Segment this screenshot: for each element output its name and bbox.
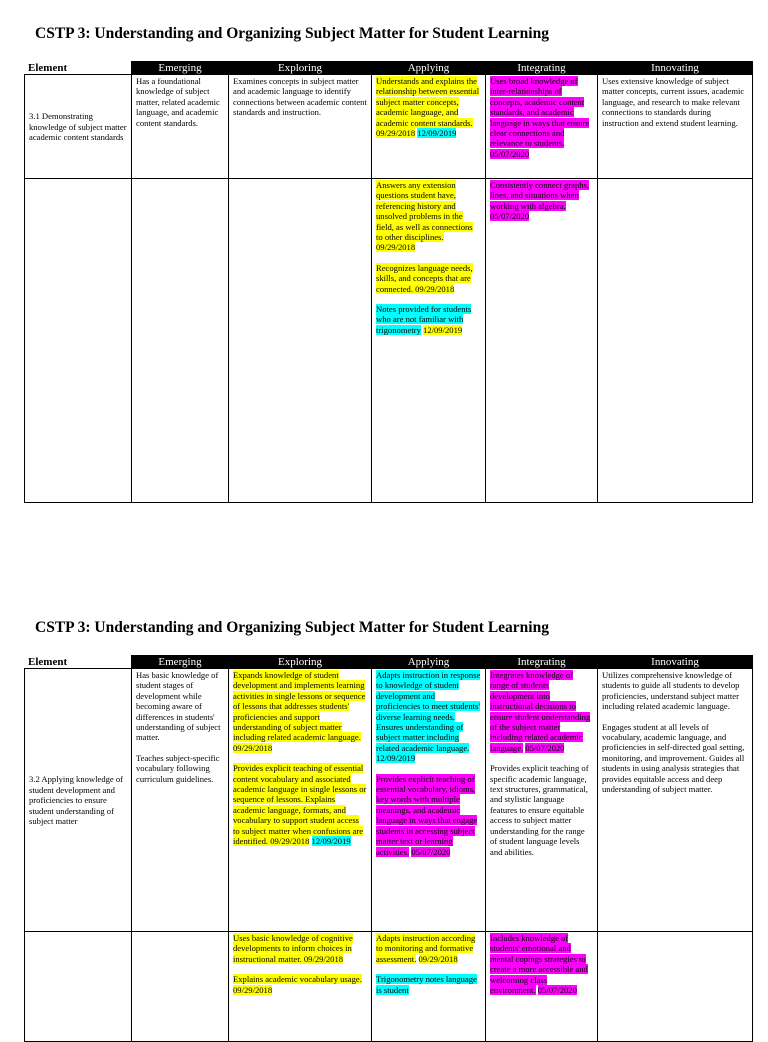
applying-cell xyxy=(372,75,486,179)
integrating-cell xyxy=(486,179,598,503)
header-applying: Applying xyxy=(372,656,486,669)
innovating-cell xyxy=(598,75,753,179)
highlighted-evidence: Adapts instruction in response to knowledge of student development and proficiencies to meet students' diverse learning needs. Ensures understanding of subject matter including related academic language. xyxy=(376,670,481,753)
highlighted-evidence: Notes provided for students who are not familiar with trigonometry xyxy=(376,304,472,335)
table-row xyxy=(25,669,753,932)
emerging-cell xyxy=(132,179,229,503)
element-cell xyxy=(25,179,132,503)
page-title: CSTP 3: Understanding and Organizing Subject Matter for Student Learning xyxy=(35,619,549,636)
page-title: CSTP 3: Understanding and Organizing Subject Matter for Student Learning xyxy=(35,25,549,42)
highlighted-evidence: Uses broad knowledge of inter-relationships of concepts, academic content standards, and academic language in ways that ensure clear connections and relevance to students. xyxy=(490,76,590,149)
cell-text: Has a foundational knowledge of subject matter, related academic language, and academic content standards. xyxy=(136,76,220,128)
exploring-cell xyxy=(229,75,372,179)
header-integrating: Integrating xyxy=(486,656,598,669)
highlighted-date: 12/09/2019 xyxy=(311,836,351,847)
element-label: 3.2 Applying knowledge of student development and proficiencies to ensure student understanding of subject matter xyxy=(29,774,124,827)
element-cell xyxy=(25,932,132,1042)
innovating-cell xyxy=(598,932,753,1042)
integrating-cell xyxy=(486,75,598,179)
highlighted-evidence: Consistently connect graphs, lines, and situations when working with algebra. xyxy=(490,180,590,211)
applying-cell xyxy=(372,179,486,503)
rubric-table xyxy=(24,61,753,503)
table-row xyxy=(25,75,753,179)
highlighted-evidence: Provides explicit teaching of essential content vocabulary and associated academic language in single lessons or sequence of lessons. Explains academic language, formats, and vocabulary to support student access to subject matter when confusions are identified. 09/29/2018 xyxy=(233,763,367,847)
highlighted-evidence: Explains academic vocabulary usage. 09/29/2018 xyxy=(233,974,362,995)
header-applying: Applying xyxy=(372,62,486,75)
highlighted-date: 05/07/2020 xyxy=(490,148,530,159)
cell-text: Provides explicit teaching of specific academic language, text structures, grammatical, and stylistic language features to ensure equitable access to subject matter understanding for the range of student language levels and abilities. xyxy=(490,763,589,857)
exploring-cell xyxy=(229,932,372,1042)
integrating-cell xyxy=(486,669,598,932)
highlighted-evidence: Provides explicit teaching of essential vocabulary, idioms, key words with multiple meanings, and academic language in ways that engage students in accessing subject matter text or learning activities. xyxy=(376,773,478,857)
highlighted-date: 12/09/2019 xyxy=(417,128,457,139)
highlighted-evidence: Understands and explains the relationship between essential subject matter concepts, academic language, and academic content standards. 09/29/2018 xyxy=(376,76,480,139)
highlighted-date: 05/07/2020 xyxy=(411,846,451,857)
rubric-table xyxy=(24,655,753,1042)
highlighted-evidence: Includes knowledge of students' emotional and mental copings strategies to create a more accessible and welcoming class environment. xyxy=(490,933,588,996)
header-exploring: Exploring xyxy=(229,62,372,75)
highlighted-evidence: Expands knowledge of student development and implements learning activities in single lessons or sequence of lessons that addresses students' proficiencies and support understanding of subject matter including related academic language. 09/29/2018 xyxy=(233,670,366,753)
cell-text: Teaches subject-specific vocabulary following curriculum guidelines. xyxy=(136,752,220,784)
header-exploring: Exploring xyxy=(229,656,372,669)
header-element: Element xyxy=(25,62,132,75)
table-row xyxy=(25,179,753,503)
header-emerging: Emerging xyxy=(132,62,229,75)
element-label: 3.1 Demonstrating knowledge of subject matter academic content standards xyxy=(29,111,127,143)
highlighted-evidence: Trigonometry notes language is student xyxy=(376,974,477,995)
element-cell xyxy=(25,669,132,932)
emerging-cell xyxy=(132,75,229,179)
header-innovating: Innovating xyxy=(598,656,753,669)
innovating-cell xyxy=(598,179,753,503)
header-emerging: Emerging xyxy=(132,656,229,669)
applying-cell xyxy=(372,669,486,932)
header-element: Element xyxy=(25,656,132,669)
highlighted-evidence: Recognizes language needs, skills, and concepts that are connected. 09/29/2018 xyxy=(376,262,473,294)
header-row xyxy=(25,656,753,669)
highlighted-date: 12/09/2019 xyxy=(376,753,416,764)
exploring-cell xyxy=(229,179,372,503)
emerging-cell xyxy=(132,669,229,932)
integrating-cell xyxy=(486,932,598,1042)
cell-text: Utilizes comprehensive knowledge of students to guide all students to develop proficiencies, understand subject matter including related academic language. xyxy=(602,670,740,712)
emerging-cell xyxy=(132,932,229,1042)
cell-text: Engages student at all levels of vocabulary, academic language, and proficiencies in self-directed goal setting, monitoring, and improvement. Guides all students in using analysis strategies that provides equitable access and deep understanding of subject matter. xyxy=(602,721,745,795)
highlighted-evidence: Adapts instruction according to monitoring and formative assessment. xyxy=(376,933,476,964)
cell-text: Uses extensive knowledge of subject matter concepts, current issues, academic language, and research to make relevant connections to standards during instruction and extend student learning. xyxy=(602,76,745,128)
highlighted-evidence: Uses basic knowledge of cognitive developments to inform choices in instructional matter. 09/29/2018 xyxy=(233,933,353,964)
header-integrating: Integrating xyxy=(486,62,598,75)
highlighted-evidence: Answers any extension questions student have, referencing history and unsolved problems in the field, as well as connections to other disciplines. 09/29/2018 xyxy=(376,180,473,253)
applying-cell xyxy=(372,932,486,1042)
highlighted-evidence: Integrates knowledge of range of students development into instructional decisions to ensure student understanding of the subject matter including related academic language. xyxy=(490,670,591,753)
highlighted-date: 05/07/2020 xyxy=(537,985,577,996)
cell-text: Examines concepts in subject matter and academic language to identify connections between academic content standards and instruction. xyxy=(233,76,367,118)
element-cell xyxy=(25,75,132,179)
highlighted-date: 09/29/2018 xyxy=(418,953,458,964)
highlighted-date: 05/07/2020 xyxy=(490,211,530,222)
header-row xyxy=(25,62,753,75)
highlighted-date: 12/09/2019 xyxy=(423,324,463,335)
table-row xyxy=(25,932,753,1042)
exploring-cell xyxy=(229,669,372,932)
header-innovating: Innovating xyxy=(598,62,753,75)
cell-text: Has basic knowledge of student stages of development while becoming aware of differences in students' understanding of subject matter. xyxy=(136,670,221,743)
highlighted-date: 05/07/2020 xyxy=(525,742,565,753)
innovating-cell xyxy=(598,669,753,932)
